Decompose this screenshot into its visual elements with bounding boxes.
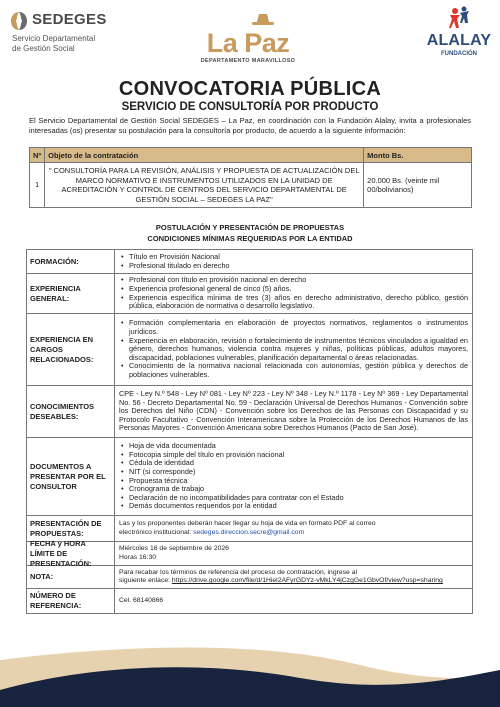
row-amount: 20.000 Bs. (veinte mil 00/bolivianos) (364, 163, 472, 208)
label-formacion: FORMACIÓN: (27, 250, 115, 273)
list-item: • Profesional con título en provisión nacional en derecho (119, 276, 468, 285)
requirements-heading-2: CONDICIONES MÍNIMAS REQUERIDAS POR LA ENTIDAD (147, 234, 353, 243)
page-title: CONVOCATORIA PÚBLICA (118, 78, 382, 100)
row-object: " CONSULTORÍA PARA LA REVISIÓN, ANÁLISIS Y PROPUESTA DE ACTUALIZACIÓN DEL MARCO NORMATIVO E INSTRUMENTOS UTILIZADOS EN LA UNIDAD DE ACREDITACIÓN Y CONTROL DE CENTROS DEL SERVICIO DEPARTAMENTAL DE GESTIÓN SOCIAL – SEDEGES LA PAZ" (45, 163, 364, 208)
alalay-logo (420, 6, 498, 62)
nota-line-1: Para recabar los términos de referencia del proceso de contratación, ingrese al (119, 568, 358, 576)
label-referencia: NÚMERO DE REFERENCIA: (27, 589, 115, 613)
row-experiencia-general (27, 274, 472, 314)
value-experiencia-cargos (115, 314, 472, 385)
presentacion-line-2-prefix: electrónico institucional: (119, 528, 192, 536)
presentacion-line-2 (119, 529, 468, 537)
value-documentos (115, 438, 472, 515)
list-item: • NIT (si corresponde) (119, 468, 468, 477)
row-conocimientos (27, 386, 472, 438)
alalay-name: ALALAY (426, 32, 492, 49)
decorative-wave (0, 620, 500, 707)
list-item: • Fotocopia simple del título en provisión nacional (119, 451, 468, 460)
sedeges-logo (8, 6, 138, 56)
value-referencia (115, 589, 472, 613)
value-experiencia-general (115, 274, 472, 313)
header-object: Objeto de la contratación (45, 148, 364, 163)
header-amount: Monto Bs. (364, 148, 472, 163)
label-nota: NOTA: (27, 566, 115, 588)
list-item: • Hoja de vida documentada (119, 442, 468, 451)
row-fecha (27, 538, 472, 568)
figures-icon (448, 6, 470, 30)
value-nota (115, 566, 472, 588)
row-nota (27, 566, 472, 589)
sedeges-name: SEDEGES (32, 11, 107, 28)
list-item: • Experiencia en elaboración, revisión o fortalecimiento de instrumentos técnicos vinculados a igualdad en género, derechos humanos, violencia contra mujeres y niñas, políticas públicas, adultos mayores, discapacidad, poblaciones vulnerables, planificación departamental o áreas relacionadas. (119, 337, 468, 363)
list-item: • Título en Provisión Nacional (119, 253, 468, 262)
list-item: • Conocimiento de la normativa nacional relacionada con autonomías, gestión pública y derechos de poblaciones vulnerables. (119, 362, 468, 379)
lapaz-subtitle: DEPARTAMENTO MARAVILLOSO (200, 58, 296, 64)
nota-line-2-prefix: siguiente enlace: (119, 577, 171, 584)
contract-table-header (30, 148, 472, 163)
alalay-subtitle: FUNDACIÓN (441, 51, 477, 57)
sedeges-subtitle-1: Servicio Departamental (12, 34, 96, 43)
list-item: • Cédula de identidad (119, 459, 468, 468)
conocimientos-text: CPE - Ley N.º 548 - Ley Nº 081 - Ley Nº 223 - Ley Nº 348 - Ley N.º 1178 - Ley Nº 369 - Ley Departamental No. 56 - Decreto Departamental No. 59 - Declaración Universal de Derechos Humanos - Convención sobre los Derechos del Niño (CDN) - Convención sobre los Derechos de las Personas con Discapacidad y su Protocolo Facultativo - Convención Interamericana sobre la Protección de los Derechos Humanos de las Personas Mayores - Convención Americana sobre Derechos Humanos (Pacto de San José). (119, 389, 468, 433)
label-experiencia-general: EXPERIENCIA GENERAL: (27, 274, 115, 313)
label-experiencia-cargos: EXPERIENCIA EN CARGOS RELACIONADOS: (27, 314, 115, 385)
row-experiencia-cargos (27, 314, 472, 386)
sedeges-subtitle-2: de Gestión Social (12, 44, 75, 53)
value-conocimientos (115, 386, 472, 437)
referencia-value: Cel. 68140866 (119, 596, 164, 604)
email-link[interactable]: sedeges.direccion.secre@gmail.com (193, 528, 305, 536)
intro-paragraph: El Servicio Departamental de Gestión Social SEDEGES – La Paz, en coordinación con la Fundación Alalay, invita a profesionales interesadas (os) presentar su postulación para la consultoría por producto, de acuerdo a la siguiente información: (29, 116, 471, 135)
presentacion-line-1: Las y los proponentes deberán hacer llegar su hoja de vida en formato PDF al correo (119, 520, 376, 528)
list-item: • Formación complementaria en elaboración de proyectos normativos, reglamentos o instrumentos jurídicos. (119, 319, 468, 336)
label-conocimientos: CONOCIMIENTOS DESEABLES: (27, 386, 115, 437)
value-fecha (115, 542, 472, 565)
page-subtitle: SERVICIO DE CONSULTORÍA POR PRODUCTO (121, 101, 379, 113)
lapaz-name: La Paz (206, 28, 290, 58)
nota-line-2 (119, 577, 468, 585)
requirements-heading-1: POSTULACIÓN Y PRESENTACIÓN DE PROPUESTAS (155, 223, 345, 232)
list-item: • Experiencia específica mínima de tres (3) años en derecho administrativo, derecho público, gestión pública, elaboración de normativa o desarrollo legislativo. (119, 294, 468, 311)
list-item: • Propuesta técnica (119, 477, 468, 486)
list-item: • Declaración de no incompatibilidades para contratar con el Estado (119, 494, 468, 503)
table-row (30, 163, 472, 208)
fecha-date: Miércoles 16 de septiembre de 2026 (119, 545, 229, 553)
sedeges-emblem-icon (8, 10, 30, 32)
list-item: • Cronograma de trabajo (119, 485, 468, 494)
label-presentacion: PRESENTACIÓN DE PROPUESTAS: (27, 516, 115, 541)
row-formacion (27, 250, 472, 274)
list-item: • Profesional titulado en derecho (119, 262, 468, 271)
list-item: • Experiencia profesional general de cinco (5) años. (119, 285, 468, 294)
label-fecha: FECHA y HORA LÍMITE DE PRESENTACIÓN: (27, 542, 115, 565)
header-number: Nº (30, 148, 45, 163)
row-number: 1 (30, 163, 45, 208)
drive-link[interactable]: https://drive.google.com/file/d/1Hiel2AFyrGDYz-vMkLY4jCzgGe1GbvOf/view?usp=sharing (171, 577, 443, 584)
lapaz-logo (193, 12, 303, 66)
requirements-table (26, 249, 473, 614)
list-item: • Demás documentos requeridos por la entidad (119, 502, 468, 511)
label-documentos: DOCUMENTOS A PRESENTAR POR EL CONSULTOR (27, 438, 115, 515)
row-referencia (27, 589, 472, 613)
value-formacion (115, 250, 472, 273)
hat-icon (251, 12, 275, 26)
row-documentos (27, 438, 472, 516)
value-presentacion (115, 516, 472, 541)
fecha-time: Horas 16:30 (119, 553, 157, 561)
contract-table (29, 147, 472, 208)
